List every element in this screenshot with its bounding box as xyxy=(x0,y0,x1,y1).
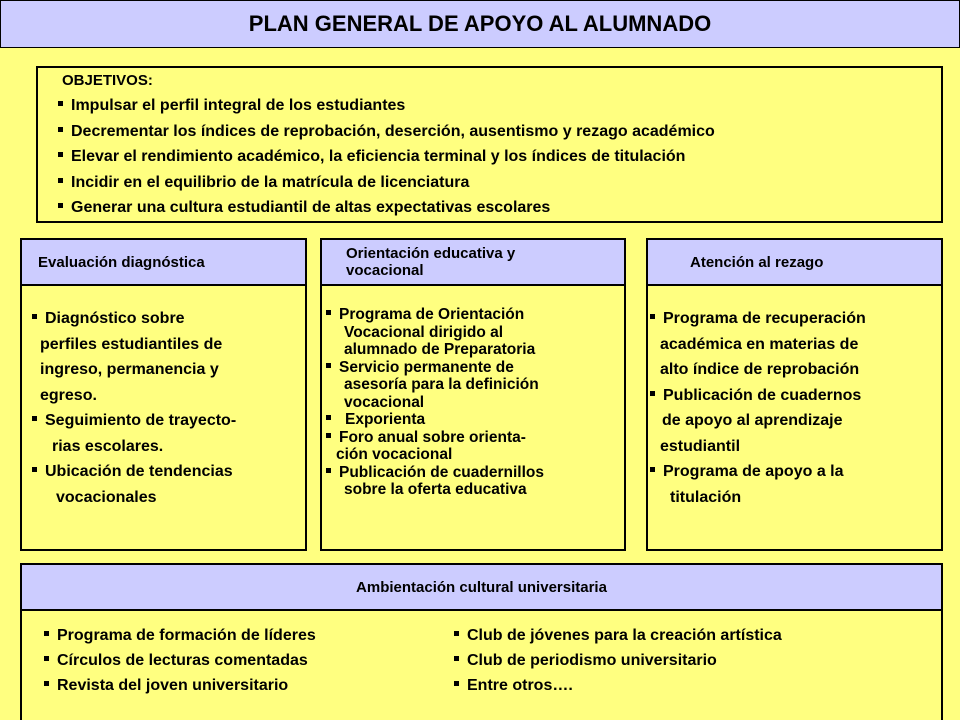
square-bullet-icon xyxy=(44,681,49,686)
rezago-list xyxy=(650,306,941,510)
square-bullet-icon xyxy=(32,314,37,319)
objective-item: Impulsar el perfil integral de los estudiantes xyxy=(58,93,921,119)
objective-item: Incidir en el equilibrio de la matrícula de licenciatura xyxy=(58,170,921,196)
page-title: PLAN GENERAL DE APOYO AL ALUMNADO xyxy=(248,11,712,36)
column-header-label: Evaluación diagnóstica xyxy=(38,253,205,271)
square-bullet-icon xyxy=(58,203,63,208)
objective-item: Decrementar los índices de reprobación, deserción, ausentismo y rezago académico xyxy=(58,119,921,145)
square-bullet-icon xyxy=(650,391,655,396)
square-bullet-icon xyxy=(650,467,655,472)
list-item-continuation: vocacionales xyxy=(56,488,157,506)
list-item-continuation: titulación xyxy=(670,488,742,506)
square-bullet-icon xyxy=(650,314,655,319)
list-item: Servicio permanente de xyxy=(326,359,624,377)
list-item-continuation: asesoría para la definición xyxy=(344,376,539,393)
column-body-orientacion xyxy=(320,284,626,551)
column-body-rezago xyxy=(646,284,943,551)
list-item: Entre otros…. xyxy=(454,673,782,698)
list-item-continuation: ingreso, permanencia y xyxy=(40,361,219,378)
list-item: Programa de recuperación xyxy=(650,306,941,332)
square-bullet-icon xyxy=(58,101,63,106)
objectives-heading: OBJETIVOS: xyxy=(62,72,153,89)
list-item-continuation: egreso. xyxy=(40,386,97,404)
list-item: Ubicación de tendencias xyxy=(32,459,305,485)
list-item: Club de periodismo universitario xyxy=(454,648,782,673)
ambientacion-body xyxy=(20,609,943,720)
column-header-orientacion xyxy=(320,238,626,286)
list-item: Publicación de cuadernillos xyxy=(326,464,624,482)
square-bullet-icon xyxy=(58,152,63,157)
list-item: Círculos de lecturas comentadas xyxy=(44,648,454,673)
orientacion-list xyxy=(326,306,624,499)
column-header-evaluacion xyxy=(20,238,307,286)
list-item: Foro anual sobre orienta- xyxy=(326,429,624,447)
square-bullet-icon xyxy=(44,631,49,636)
list-item: Exporienta xyxy=(326,411,624,429)
square-bullet-icon xyxy=(454,681,459,686)
column-header-label: Atención al rezago xyxy=(690,253,824,271)
list-item: Programa de apoyo a la xyxy=(650,459,941,485)
list-item: Programa de Orientación xyxy=(326,306,624,324)
objective-item: Elevar el rendimiento académico, la eficiencia terminal y los índices de titulación xyxy=(58,144,921,170)
objectives-list xyxy=(58,93,921,221)
list-item-continuation: Vocacional dirigido al xyxy=(344,323,504,341)
square-bullet-icon xyxy=(326,468,331,473)
objectives-box xyxy=(36,66,943,223)
square-bullet-icon xyxy=(454,631,459,636)
column-header-label: Orientación educativa y vocacional xyxy=(346,245,516,279)
square-bullet-icon xyxy=(326,310,331,315)
ambientacion-header xyxy=(20,563,943,611)
list-item-continuation: rias escolares. xyxy=(52,437,164,455)
list-item-continuation: ción vocacional xyxy=(336,446,453,463)
list-item: Club de jóvenes para la creación artística xyxy=(454,623,782,648)
column-body-evaluacion xyxy=(20,284,307,551)
list-item-continuation: estudiantil xyxy=(660,437,741,455)
list-item-continuation: perfiles estudiantiles de xyxy=(40,335,223,353)
square-bullet-icon xyxy=(326,433,331,438)
square-bullet-icon xyxy=(58,178,63,183)
evaluacion-list xyxy=(32,306,305,510)
square-bullet-icon xyxy=(32,467,37,472)
list-item-continuation: alumnado de Preparatoria xyxy=(344,341,536,358)
column-header-rezago xyxy=(646,238,943,286)
list-item: Publicación de cuadernos xyxy=(650,383,941,409)
list-item-continuation: de apoyo al aprendizaje xyxy=(662,412,843,429)
square-bullet-icon xyxy=(44,656,49,661)
list-item-continuation: alto índice de reprobación xyxy=(660,361,860,378)
list-item-continuation: vocacional xyxy=(344,393,425,411)
ambientacion-header-label: Ambientación cultural universitaria xyxy=(356,578,607,596)
square-bullet-icon xyxy=(326,363,331,368)
square-bullet-icon xyxy=(326,415,331,420)
ambientacion-list-left xyxy=(44,623,454,720)
square-bullet-icon xyxy=(454,656,459,661)
title-bar xyxy=(0,0,960,48)
list-item-continuation: sobre la oferta educativa xyxy=(344,481,527,498)
list-item: Programa de formación de líderes xyxy=(44,623,454,648)
list-item: Diagnóstico sobre xyxy=(32,306,305,332)
list-item-continuation: académica en materias de xyxy=(660,335,859,353)
list-item: Revista del joven universitario xyxy=(44,673,454,698)
objective-item: Generar una cultura estudiantil de altas expectativas escolares xyxy=(58,195,921,221)
square-bullet-icon xyxy=(32,416,37,421)
square-bullet-icon xyxy=(58,127,63,132)
ambientacion-list-right xyxy=(454,623,782,720)
list-item: Seguimiento de trayecto- xyxy=(32,408,305,434)
